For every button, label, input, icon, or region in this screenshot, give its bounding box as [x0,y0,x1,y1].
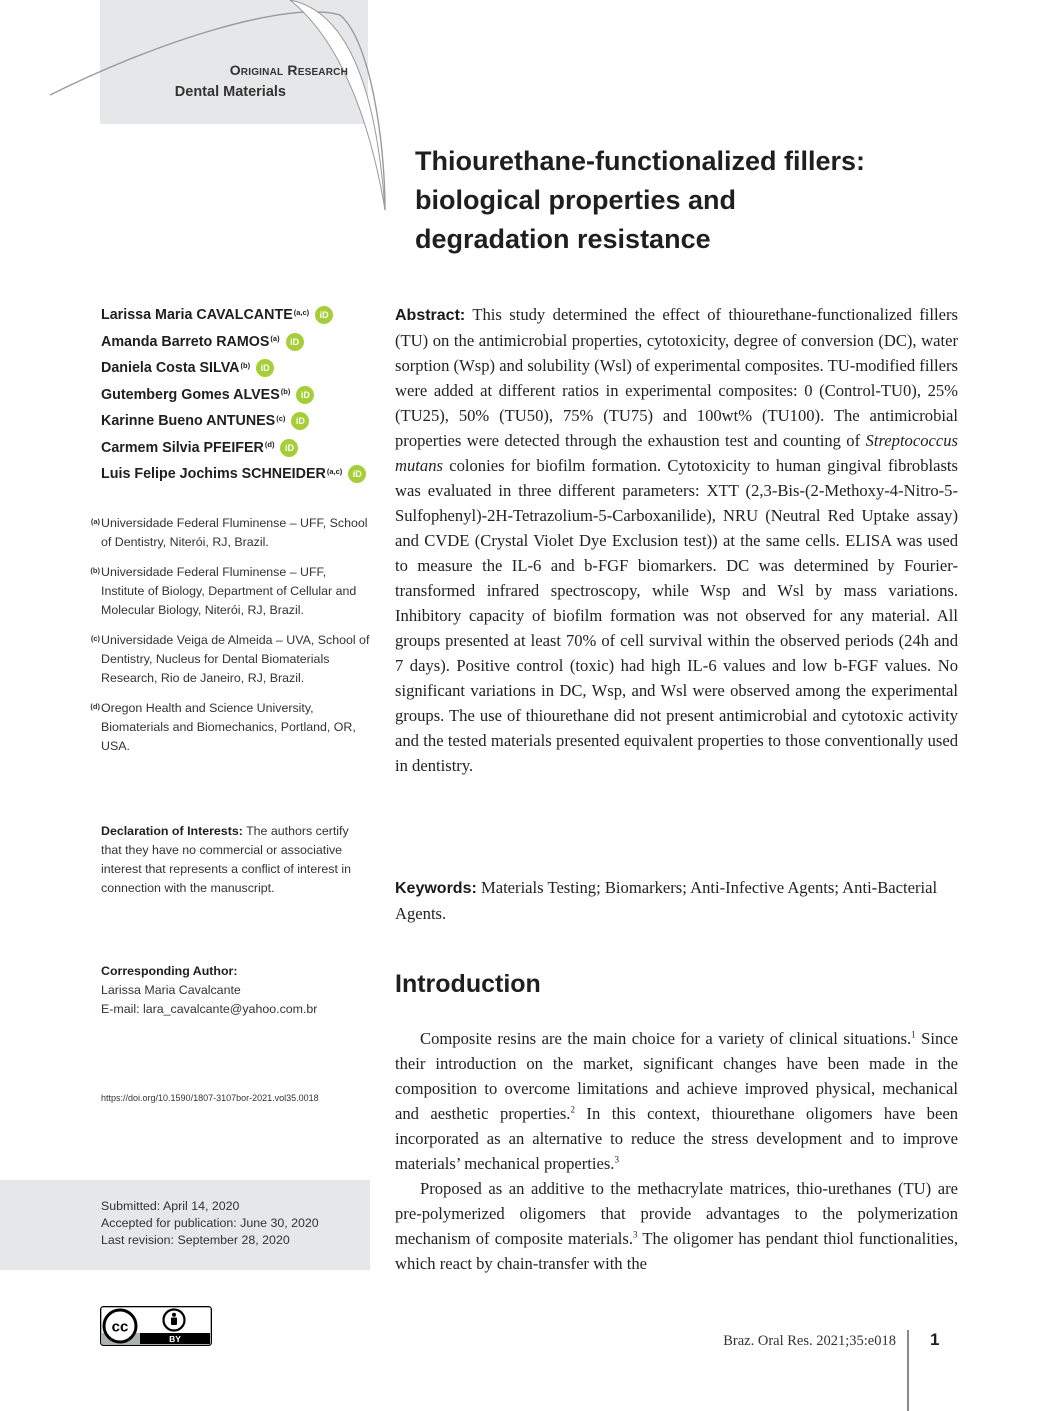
text-run: In this context, thiourethane oligomers have been incorporated as an alternative to reduce the stress development and to improve materials’ mechanical properties. [395,1104,958,1173]
author-affiliation-key: (b) [240,360,251,370]
author-name: Gutemberg Gomes ALVES [101,386,280,403]
author-affiliation-key: (d) [264,440,275,450]
paragraph [395,1026,958,1176]
corresponding-name: Larissa Maria Cavalcante [101,983,241,997]
affiliation-text: Universidade Federal Fluminense – UFF, School of Dentistry, Niterói, RJ, Brazil. [101,516,368,549]
cc-by-license-icon[interactable] [100,1306,212,1346]
by-label: BY [169,1334,181,1344]
orcid-icon[interactable]: iD [286,333,304,351]
author-affiliation-key: (a) [270,334,280,344]
author-list [101,302,391,488]
affiliation-item [86,563,371,620]
affiliation-key: (b) [90,566,100,575]
keywords-label: Keywords: [395,880,477,897]
text-run: Proposed as an additive to the methacrylate matrices, thio-urethanes (TU) are pre-polymerized oligomers that provide advantages to the polymerization mechanism of composite materials. [395,1179,958,1248]
author-item [101,382,391,409]
citation-ref[interactable]: 2 [570,1104,575,1115]
orcid-icon[interactable]: iD [348,465,366,483]
citation-ref[interactable]: 3 [614,1154,619,1165]
affiliation-key: (d) [90,702,100,711]
orcid-icon[interactable]: iD [280,439,298,457]
declaration-label: Declaration of Interests: [101,824,243,838]
abstract-text-part1: This study determined the effect of thiourethane-functionalized fillers (TU) on the antimicrobial properties, cytotoxicity, degree of conversion (DC), water sorption (Wsp) and solubility (Wsl) of experimental composites. TU-modified fillers were added at different ratios in experimental composites: 0 (Control-TU0), 25% (TU25), 50% (TU50), 75% (TU75) and 100wt% (TU100). The antimicrobial properties were detected through the exhaustion test and counting of [395,305,958,450]
decorative-swoosh [40,0,400,215]
author-affiliation-key: (c) [276,413,286,423]
author-item [101,329,391,356]
section-heading-introduction: Introduction [395,970,541,998]
submitted-date: Submitted: April 14, 2020 [101,1199,240,1213]
declaration-text: The authors certify that they have no commercial or associative interest that represents a conflict of interest in connection with the manuscript. [101,824,352,895]
cc-label: cc [111,1318,129,1336]
keywords-text: Materials Testing; Biomarkers; Anti-Infective Agents; Anti-Bacterial Agents. [395,878,938,923]
affiliation-text: Universidade Federal Fluminense – UFF, Institute of Biology, Department of Cellular and Molecular Biology, Niterói, RJ, Brazil. [101,565,357,617]
paragraph [395,1176,958,1276]
author-item [101,408,391,435]
affiliation-item [86,631,371,688]
author-name: Luis Felipe Jochims SCHNEIDER [101,466,326,483]
corresponding-label: Corresponding Author: [101,964,238,978]
author-item [101,355,391,382]
author-name: Larissa Maria CAVALCANTE [101,307,293,324]
citation-ref[interactable]: 1 [911,1029,916,1040]
author-item [101,302,391,329]
affiliation-item [86,699,371,756]
author-name: Daniela Costa SILVA [101,360,240,377]
footer-divider [907,1330,909,1411]
text-run: Since their introduction on the market, significant changes have been made in the composition to overcome limitations and achieve improved physical, mechanical and aesthetic properties. [395,1029,959,1123]
author-affiliation-key: (a,c) [326,466,343,476]
orcid-icon[interactable]: iD [256,359,274,377]
abstract [395,302,958,778]
journal-citation: Braz. Oral Res. 2021;35:e018 [723,1333,896,1349]
orcid-icon[interactable]: iD [296,386,314,404]
author-item [101,435,391,462]
affiliation-item [86,514,371,552]
text-run: The oligomer has pendant thiol functionalities, which react by chain-transfer with the [395,1229,958,1273]
abstract-label: Abstract: [395,307,466,324]
revision-date: Last revision: September 28, 2020 [101,1233,290,1247]
corresponding-email[interactable]: E-mail: lara_cavalcante@yahoo.com.br [101,1002,318,1016]
affiliation-key: (a) [90,517,100,526]
abstract-text-part2: colonies for biofilm formation. Cytotoxicity to human gingival fibroblasts was evaluated in three different parameters: XTT (2,3-Bis-(2-Methoxy-4-Nitro-5-Sulfophenyl)-2H-Tetrazolium-5-Carboxanilide), NRU (Neutral Red Uptake assay) and CVDE (Crystal Violet Dye Exclusion test)) at the same cells. ELISA was used to measure the IL-6 and b-FGF biomarkers. DC was determined by Fourier-transformed infrared spectroscopy, while Wsp and Wsl by mass variations. Inhibitory capacity of biofilm formation was not observed for any material. All groups presented at least 70% of cell survival within the observed periods (24h and 7 days). Positive control (toxic) had high IL-6 values and low b-FGF values. No significant variations in DC, Wsp, and Wsl were observed among the experimental groups. The use of thiourethane did not present antimicrobial and cytotoxic activity and the tested materials presented equivalent properties to those conventionally used in dentistry. [395,456,958,775]
affiliation-text: Universidade Veiga de Almeida – UVA, School of Dentistry, Nucleus for Dental Biomaterials Research, Rio de Janeiro, RJ, Brazil. [101,633,370,685]
accepted-date: Accepted for publication: June 30, 2020 [101,1216,319,1230]
keywords [395,875,958,926]
article-subcategory: Dental Materials [174,84,286,100]
orcid-icon[interactable]: iD [315,306,333,324]
affiliation-list [86,514,371,767]
text-run: Composite resins are the main choice for a variety of clinical situations. [420,1029,912,1048]
article-dates [101,1198,319,1249]
author-name: Karinne Bueno ANTUNES [101,413,276,430]
article-title: Thiourethane-functionalized fillers: biological properties and degradation resistance [415,146,866,254]
declaration-of-interests [101,822,371,898]
affiliation-key: (c) [90,634,100,643]
orcid-icon[interactable]: iD [291,412,309,430]
introduction-body [395,1026,958,1276]
author-name: Carmem Silvia PFEIFER [101,439,264,456]
page-number: 1 [930,1330,940,1349]
citation-ref[interactable]: 3 [633,1229,638,1240]
affiliation-text: Oregon Health and Science University, Biomaterials and Biomechanics, Portland, OR, USA. [101,701,356,753]
author-affiliation-key: (a,c) [293,307,310,317]
doi-link[interactable]: https://doi.org/10.1590/1807-3107bor-2021.vol35.0018 [101,1093,319,1103]
abstract-species-name: Streptococcus mutans [395,431,958,475]
corresponding-author [101,962,371,1019]
author-affiliation-key: (b) [280,387,291,397]
author-name: Amanda Barreto RAMOS [101,333,270,350]
article-category: Original Research [229,62,348,78]
author-item [101,461,391,488]
